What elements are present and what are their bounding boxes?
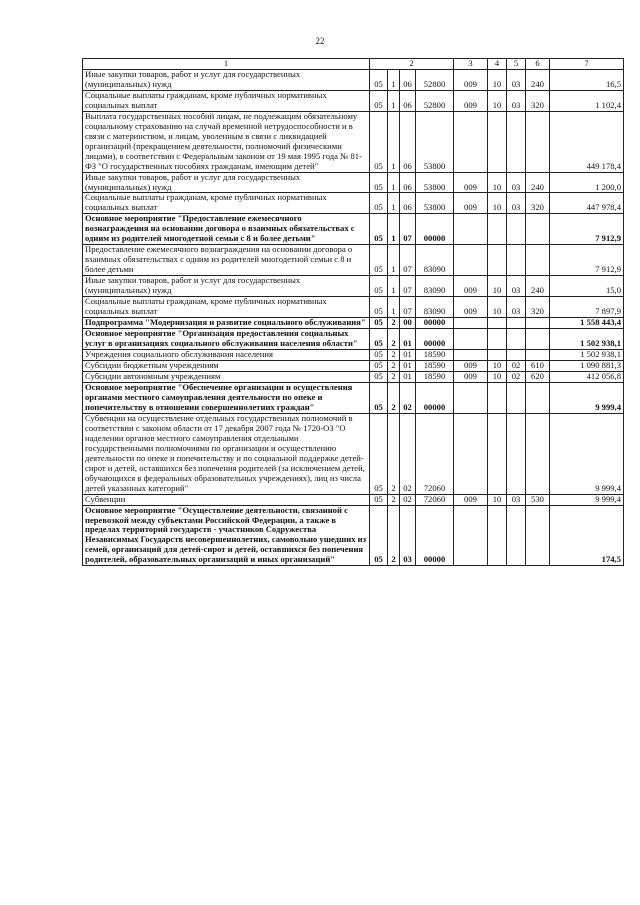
row-name: Основное мероприятие "Предоставление ежемесячного вознаграждения на основании договора о взаимных обязательствах с одним из родителей многодетной семьи с 8 и более детьми" [83,214,370,245]
code-subprogram: 1 [388,69,400,90]
table-row [83,382,624,413]
code-program: 05 [370,329,388,350]
code-section [488,214,507,245]
code-program: 05 [370,172,388,193]
code-subprogram: 1 [388,276,400,297]
row-amount: 412 056,8 [550,371,624,382]
code-subsection: 02 [507,360,526,371]
row-name: Социальные выплаты гражданам, кроме публичных нормативных социальных выплат [83,90,370,111]
code-expense-type: 240 [526,172,550,193]
table-row [83,505,624,566]
code-section [488,111,507,172]
header-cell: 2 [370,59,454,70]
code-direction: 53800 [416,172,454,193]
code-grbs: 009 [454,297,488,318]
code-subsection [507,214,526,245]
code-expense-type: 320 [526,90,550,111]
row-amount: 9 999,4 [550,382,624,413]
code-direction: 00000 [416,382,454,413]
code-subsection [507,413,526,494]
code-subprogram: 2 [388,350,400,361]
code-direction: 00000 [416,214,454,245]
code-event: 06 [400,193,416,214]
row-amount: 1 090 881,3 [550,360,624,371]
code-expense-type: 610 [526,360,550,371]
code-event: 01 [400,360,416,371]
row-amount: 1 502 938,1 [550,350,624,361]
code-expense-type: 320 [526,297,550,318]
code-program: 05 [370,276,388,297]
code-event: 01 [400,350,416,361]
code-grbs [454,214,488,245]
code-program: 05 [370,494,388,505]
code-grbs: 009 [454,69,488,90]
code-section [488,505,507,566]
code-subsection: 03 [507,172,526,193]
code-program: 05 [370,90,388,111]
code-section [488,350,507,361]
code-grbs [454,382,488,413]
code-direction: 52800 [416,69,454,90]
code-subsection [507,111,526,172]
code-subsection [507,382,526,413]
code-direction: 00000 [416,318,454,329]
code-event: 06 [400,172,416,193]
code-program: 05 [370,214,388,245]
code-direction: 72060 [416,494,454,505]
code-subsection: 03 [507,193,526,214]
code-section: 10 [488,90,507,111]
table-row [83,214,624,245]
table-row [83,193,624,214]
code-grbs: 009 [454,276,488,297]
code-section: 10 [488,193,507,214]
code-section [488,413,507,494]
code-subprogram: 1 [388,193,400,214]
code-expense-type [526,214,550,245]
code-event: 07 [400,245,416,276]
code-subsection [507,245,526,276]
code-direction: 83090 [416,276,454,297]
code-direction: 18590 [416,350,454,361]
code-event: 02 [400,413,416,494]
code-expense-type [526,329,550,350]
code-grbs: 009 [454,371,488,382]
code-expense-type [526,350,550,361]
code-event: 01 [400,371,416,382]
code-event: 01 [400,329,416,350]
code-grbs [454,505,488,566]
row-name: Социальные выплаты гражданам, кроме публичных нормативных социальных выплат [83,193,370,214]
code-section [488,318,507,329]
row-amount: 1 558 443,4 [550,318,624,329]
table-row [83,494,624,505]
code-section: 10 [488,371,507,382]
page-number: 22 [315,36,325,46]
code-grbs: 009 [454,193,488,214]
row-name: Иные закупки товаров, работ и услуг для государственных (муниципальных) нужд [83,172,370,193]
row-name: Иные закупки товаров, работ и услуг для государственных (муниципальных) нужд [83,69,370,90]
code-program: 05 [370,318,388,329]
code-subsection: 03 [507,90,526,111]
code-direction: 53800 [416,111,454,172]
code-section [488,245,507,276]
code-subsection: 03 [507,276,526,297]
row-amount: 7 912,9 [550,245,624,276]
table-row [83,360,624,371]
code-expense-type: 620 [526,371,550,382]
code-subprogram: 2 [388,413,400,494]
code-program: 05 [370,360,388,371]
code-program: 05 [370,350,388,361]
code-subprogram: 1 [388,111,400,172]
row-amount: 7 897,9 [550,297,624,318]
code-subprogram: 1 [388,90,400,111]
row-name: Субсидии бюджетным учреждениям [83,360,370,371]
code-program: 05 [370,297,388,318]
code-program: 05 [370,111,388,172]
code-event: 00 [400,318,416,329]
header-cell: 1 [83,59,370,70]
code-event: 03 [400,505,416,566]
row-amount: 1 502 938,1 [550,329,624,350]
table-row [83,245,624,276]
table-row [83,90,624,111]
row-amount: 1 102,4 [550,90,624,111]
code-event: 06 [400,69,416,90]
header-row [83,59,624,70]
code-subsection: 03 [507,297,526,318]
code-section: 10 [488,172,507,193]
header-cell: 4 [488,59,507,70]
code-section: 10 [488,494,507,505]
code-expense-type [526,111,550,172]
table-row [83,371,624,382]
code-program: 05 [370,69,388,90]
code-subprogram: 1 [388,214,400,245]
row-amount: 7 912,9 [550,214,624,245]
row-name: Выплата государственных пособий лицам, не подлежащим обязательному социальному страхованию на случай временной нетрудоспособности и в связи с материнством, и лицам, уволенным в связи с ликвидацией организаций (прекращением деятельности, полномочий физическими лицами), в соответствии с Федеральным законом от 19 мая 1995 года № 81-ФЗ "О государственных пособиях гражданам, имеющим детей" [83,111,370,172]
code-event: 06 [400,90,416,111]
code-subsection [507,350,526,361]
code-program: 05 [370,371,388,382]
code-event: 02 [400,494,416,505]
code-grbs [454,329,488,350]
row-amount: 9 999,4 [550,494,624,505]
code-event: 07 [400,214,416,245]
code-subprogram: 2 [388,360,400,371]
row-name: Основное мероприятие "Организация предоставления социальных услуг в организациях социального обслуживания населения области" [83,329,370,350]
code-event: 07 [400,297,416,318]
code-subprogram: 2 [388,329,400,350]
code-subsection: 03 [507,69,526,90]
code-subsection: 02 [507,371,526,382]
code-subprogram: 2 [388,505,400,566]
code-program: 05 [370,193,388,214]
row-name: Социальные выплаты гражданам, кроме публичных нормативных социальных выплат [83,297,370,318]
code-direction: 52800 [416,90,454,111]
code-expense-type [526,318,550,329]
code-grbs [454,318,488,329]
code-subsection [507,329,526,350]
row-name: Учреждения социального обслуживания населения [83,350,370,361]
row-amount: 447 978,4 [550,193,624,214]
table-row [83,69,624,90]
code-grbs [454,350,488,361]
code-expense-type [526,505,550,566]
code-grbs: 009 [454,360,488,371]
table-row [83,297,624,318]
code-expense-type: 320 [526,193,550,214]
code-subprogram: 1 [388,245,400,276]
code-grbs: 009 [454,494,488,505]
code-subsection: 03 [507,494,526,505]
code-subprogram: 1 [388,297,400,318]
code-expense-type [526,245,550,276]
table-row [83,329,624,350]
code-section [488,382,507,413]
row-amount: 16,5 [550,69,624,90]
code-expense-type [526,382,550,413]
code-subprogram: 2 [388,371,400,382]
code-section: 10 [488,69,507,90]
row-name: Основное мероприятие "Осуществление деятельности, связанной с перевозкой между субъектами Российской Федерации, а также в пределах территорий государств - участников Содружества Независимых Государств несовершеннолетних, самовольно ушедших из семей, организаций для детей-сирот и детей, оставшихся без попечения родителей, образовательных организаций и иных организаций" [83,505,370,566]
table-row [83,172,624,193]
code-event: 02 [400,382,416,413]
code-subprogram: 2 [388,382,400,413]
code-program: 05 [370,413,388,494]
row-name: Подпрограмма "Модернизация и развитие социального обслуживания" [83,318,370,329]
code-direction: 18590 [416,371,454,382]
code-section [488,329,507,350]
row-name: Предоставление ежемесячного вознаграждения на основании договора о взаимных обязательствах с одним из родителей многодетной семьи с 8 и более детьми [83,245,370,276]
code-direction: 83090 [416,245,454,276]
code-event: 06 [400,111,416,172]
code-grbs [454,245,488,276]
table-row [83,111,624,172]
row-amount: 174,5 [550,505,624,566]
code-subprogram: 2 [388,494,400,505]
code-event: 07 [400,276,416,297]
code-section: 10 [488,360,507,371]
code-grbs [454,413,488,494]
header-cell: 3 [454,59,488,70]
code-section: 10 [488,297,507,318]
code-direction: 18590 [416,360,454,371]
row-amount: 9 999,4 [550,413,624,494]
row-amount: 15,0 [550,276,624,297]
row-name: Субсидии автономным учреждениям [83,371,370,382]
table-row [83,413,624,494]
code-grbs: 009 [454,172,488,193]
code-program: 05 [370,245,388,276]
code-section: 10 [488,276,507,297]
header-cell: 6 [526,59,550,70]
row-amount: 1 200,0 [550,172,624,193]
code-grbs [454,111,488,172]
code-program: 05 [370,382,388,413]
code-expense-type: 240 [526,69,550,90]
code-expense-type: 530 [526,494,550,505]
code-subprogram: 2 [388,318,400,329]
code-direction: 00000 [416,505,454,566]
code-direction: 83090 [416,297,454,318]
code-program: 05 [370,505,388,566]
code-expense-type: 240 [526,276,550,297]
header-cell: 5 [507,59,526,70]
code-subsection [507,318,526,329]
code-subprogram: 1 [388,172,400,193]
code-subsection [507,505,526,566]
code-direction: 53800 [416,193,454,214]
code-direction: 00000 [416,329,454,350]
table-row [83,350,624,361]
table-row [83,318,624,329]
budget-table [82,58,624,566]
row-name: Субвенции [83,494,370,505]
code-expense-type [526,413,550,494]
row-amount: 449 178,4 [550,111,624,172]
row-name: Основное мероприятие "Обеспечение организации и осуществления органами местного самоуправления деятельности по опеке и попечительству в отношении совершеннолетних граждан" [83,382,370,413]
header-cell: 7 [550,59,624,70]
row-name: Субвенции на осуществление отдельных государственных полномочий в соответствии с законом области от 17 декабря 2007 года № 1720-ОЗ "О наделении органов местного самоуправления отдельными государственными полномочиями по организации и осуществлению деятельности по опеке и попечительству и по социальной поддержке детей-сирот и детей, оставшихся без попечения родителей (за исключением детей, обучающихся в федеральных образовательных учреждениях), лиц из числа детей указанных категорий" [83,413,370,494]
table-row [83,276,624,297]
code-direction: 72060 [416,413,454,494]
code-grbs: 009 [454,90,488,111]
row-name: Иные закупки товаров, работ и услуг для государственных (муниципальных) нужд [83,276,370,297]
